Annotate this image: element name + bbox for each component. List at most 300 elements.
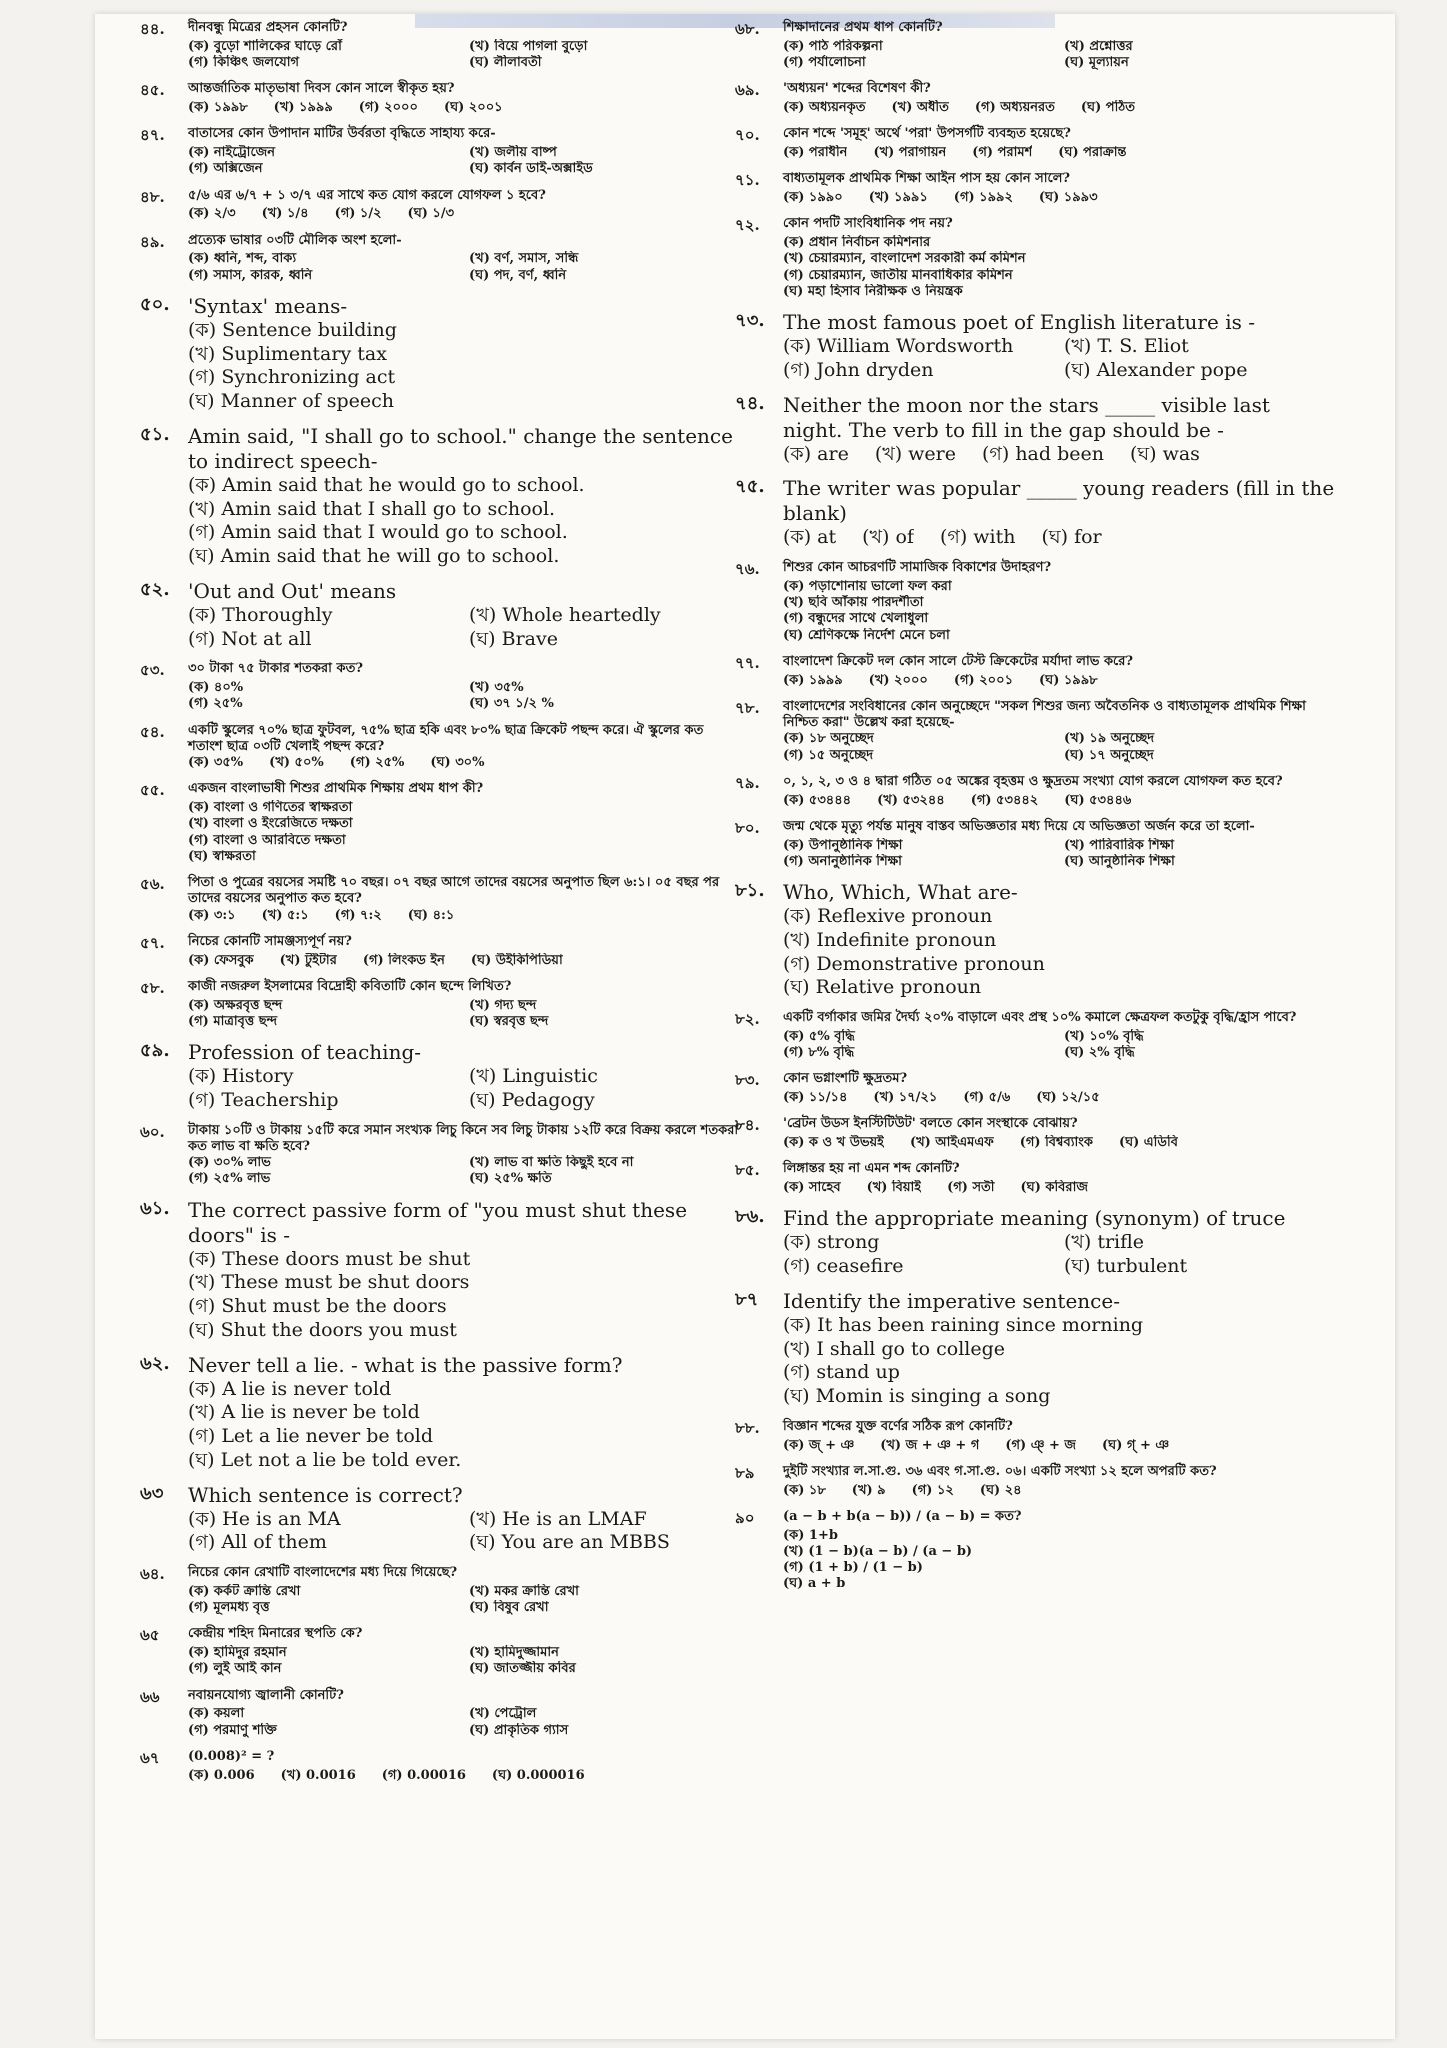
question-header: [140, 1123, 740, 1156]
answer-option: (ক) ৫৩৪৪৪: [783, 792, 852, 808]
question-header: [140, 1749, 740, 1768]
answer-option: (গ) ৫/৬: [963, 1090, 1011, 1105]
options: [188, 39, 740, 72]
answer-option: (গ) লুই আই কান: [188, 1661, 282, 1677]
answer-option: (গ) (1 + b) / (1 − b): [783, 1560, 923, 1575]
question: [140, 294, 740, 414]
question: [140, 20, 740, 71]
question-header: [140, 188, 740, 207]
answer-option: (গ) মূলমধ্য বৃত্ত: [188, 1600, 270, 1615]
answer-option: (খ) ১৯ অনুচ্ছেদ: [1064, 731, 1155, 747]
question: [735, 81, 1335, 116]
answer-option: (খ) প্রশ্নোত্তর: [1064, 38, 1133, 54]
question-number: ৫৫.: [140, 781, 165, 800]
answer-option: (ঘ) was: [1129, 442, 1200, 465]
question-text: বাংলাদেশ ক্রিকেট দল কোন সালে টেস্ট ক্রিকেটের মর্যাদা লাভ করে?: [783, 653, 1134, 669]
question-text: 'ব্রেটন উডস ইনস্টিটিউট' বলতে কোন সংস্থাকে বোঝায়?: [783, 1116, 1078, 1132]
answer-option: (ঘ) ২৫% ক্ষতি: [469, 1171, 552, 1187]
answer-option: (খ) পারিবারিক শিক্ষা: [1064, 837, 1175, 853]
answer-option: (খ) ১০% বৃদ্ধি: [1064, 1028, 1144, 1044]
options: [188, 1248, 740, 1343]
question-number: ৮২.: [735, 1010, 760, 1028]
answer-option: (খ) আইএমএফ: [909, 1135, 994, 1150]
question-header: [140, 979, 740, 998]
answer-option: (খ) Linguistic: [469, 1065, 598, 1087]
question-header: [140, 661, 740, 680]
question-number: ৭৩.: [735, 310, 765, 331]
question-header: [735, 476, 1335, 526]
answer-option: (ঘ) কবিরাজ: [1020, 1180, 1088, 1195]
question-header: [735, 699, 1335, 732]
question-header: [735, 1010, 1335, 1029]
answer-option: (ক) বাংলা ও গণিতের স্বাক্ষরতা: [188, 800, 353, 815]
answer-option: (ঘ) Pedagogy: [469, 1088, 595, 1111]
options: [783, 1180, 1335, 1196]
answer-option: (খ) চেয়ারম্যান, বাংলাদেশ সরকারী কর্ম কমিশন: [783, 251, 1026, 267]
answer-option: (গ) 0.00016: [381, 1767, 466, 1783]
answer-option: (খ) টুইটার: [279, 952, 337, 968]
question-text: Neither the moon nor the stars _____ visible last night. The verb to fill in the gap should be -: [783, 392, 1270, 442]
options: [783, 579, 1335, 644]
answer-option: (ক) He is an MA: [188, 1507, 341, 1530]
question: [140, 1198, 740, 1343]
answer-option: (ঘ) Manner of speech: [188, 390, 395, 412]
answer-option: (ক) are: [783, 442, 849, 465]
answer-option: (ঘ) পরাক্রান্ত: [1058, 145, 1127, 160]
answer-option: (ক) বুড়ো শালিকের ঘাড়ে রোঁ: [188, 38, 342, 54]
question-number: ৬১.: [140, 1197, 170, 1219]
question-text: বাধ্যতামূলক প্রাথমিক শিক্ষা আইন পাস হয় কোন সালে?: [783, 171, 1071, 187]
options: [188, 145, 740, 178]
answer-option: (ঘ) Brave: [469, 627, 558, 650]
options: [783, 1314, 1335, 1409]
answer-option: (ঘ) ৩০%: [430, 755, 485, 770]
options: [188, 100, 740, 116]
answer-option: (গ) Shut must be the doors: [188, 1295, 447, 1317]
question-text: Profession of teaching-: [188, 1040, 422, 1064]
answer-option: (গ) অনানুষ্ঠানিক শিক্ষা: [783, 853, 902, 869]
question-header: [735, 1464, 1335, 1483]
answer-option: (ক) It has been raining since morning: [783, 1313, 1144, 1336]
answer-option: (খ) T. S. Eliot: [1064, 335, 1189, 357]
answer-option: (গ) অক্সিজেন: [188, 161, 263, 177]
answer-option: (খ) জ + ঞ + গ: [880, 1437, 980, 1453]
answer-option: (গ) ৮% বৃদ্ধি: [783, 1045, 855, 1060]
answer-option: (ঘ) বিষুব রেখা: [469, 1600, 549, 1615]
answer-option: (গ) পর্যালোচনা: [783, 55, 866, 70]
question-text: (0.008)² = ?: [188, 1748, 275, 1764]
question-text: দুইটি সংখ্যার ল.সা.গু. ৩৬ এবং গ.সা.গু. ০৬। একটি সংখ্যা ১২ হলে অপরটি কত?: [783, 1463, 1217, 1479]
question-number: ৪৯.: [140, 232, 165, 251]
answer-option: (খ) মকর ক্রান্তি রেখা: [469, 1583, 579, 1599]
question-text: একটি স্কুলের ৭০% ছাত্র ফুটবল, ৭৫% ছাত্র হকি এবং ৮০% ছাত্র ক্রিকেট পছন্দ করে। ঐ স্কুলের কত শতাংশ ছাত্র ০৩টি খেলাই পছন্দ করে?: [188, 722, 704, 754]
question: [140, 1688, 740, 1739]
options: [188, 680, 740, 713]
question: [140, 1626, 740, 1677]
question-header: [140, 1483, 740, 1508]
options: [188, 474, 740, 569]
answer-option: (গ) John dryden: [783, 358, 934, 381]
question: [735, 699, 1335, 764]
question-text: 'Out and Out' means: [188, 578, 397, 603]
answer-option: (খ) ১৭/২১: [873, 1090, 938, 1105]
answer-option: (ঘ) কার্বন ডাই-অক্সাইড: [469, 161, 593, 177]
question-header: [140, 934, 740, 953]
question-text: একজন বাংলাভাষী শিশুর প্রাথমিক শিক্ষায় প্রথম ধাপ কী?: [188, 781, 484, 797]
question-header: [140, 20, 740, 39]
question: [735, 1509, 1335, 1593]
question-number: ৮৮.: [735, 1418, 760, 1437]
question-header: [140, 1040, 740, 1065]
answer-option: (ঘ) Shut the doors you must: [188, 1318, 457, 1341]
question: [735, 171, 1335, 206]
question: [735, 819, 1335, 870]
answer-option: (খ) ৩৫%: [469, 680, 524, 695]
answer-option: (ঘ) স্বাক্ষরতা: [188, 848, 256, 864]
question-text: জন্ম থেকে মৃত্যু পর্যন্ত মানুষ বাস্তব অভিজ্ঞতার মধ্য দিয়ে যে অভিজ্ঞতা অর্জন করে তা হলো-: [783, 818, 1255, 834]
answer-option: (ক) ৪০%: [188, 680, 244, 695]
answer-option: (গ) কিঞ্চিৎ জলযোগ: [188, 55, 300, 70]
options: [783, 1135, 1335, 1151]
answer-option: (ক) ৩৫%: [188, 755, 244, 770]
options: [188, 1706, 740, 1739]
answer-option: (ক) ১৮: [783, 1482, 826, 1498]
answer-option: (খ) (1 − b)(a − b) / (a − b): [783, 1543, 973, 1559]
question-text: দীনবন্ধু মিত্রের প্রহসন কোনটি?: [188, 20, 348, 35]
question: [140, 188, 740, 223]
answer-option: (ক) at: [783, 526, 837, 549]
question-header: [140, 126, 740, 145]
answer-option: (ক) strong: [783, 1231, 880, 1254]
question-header: [140, 81, 740, 100]
answer-option: (ক) ১৯৯৯: [783, 672, 843, 688]
answer-option: (খ) ৫:১: [261, 907, 309, 923]
answer-option: (গ) with: [939, 526, 1016, 549]
question: [735, 1419, 1335, 1454]
question-header: [735, 1071, 1335, 1090]
answer-option: (ক) ১৮ অনুচ্ছেদ: [783, 731, 874, 747]
answer-option: (খ) ৯: [851, 1482, 886, 1498]
answer-option: (খ) were: [874, 442, 956, 465]
question-text: নিচের কোনটি সামঞ্জস্যপূর্ণ নয়?: [188, 933, 352, 949]
answer-option: (ক) ৫% বৃদ্ধি: [783, 1028, 855, 1044]
options: [783, 526, 1335, 550]
answer-option: (গ) ২০০১: [953, 672, 1014, 688]
question-header: [140, 294, 740, 319]
question: [140, 781, 740, 865]
question: [140, 1040, 740, 1113]
options: [783, 1029, 1335, 1062]
answer-option: (খ) বিয়াই: [866, 1180, 922, 1195]
answer-option: (গ) ১৫ অনুচ্ছেদ: [783, 747, 874, 763]
question-text: Which sentence is correct?: [188, 1482, 463, 1507]
options: [188, 998, 740, 1031]
answer-option: (গ) Amin said that I would go to school.: [188, 521, 568, 544]
options: [783, 1483, 1335, 1499]
answer-option: (ঘ) মহা হিসাব নিরীক্ষক ও নিয়ন্ত্রক: [783, 283, 963, 299]
question-header: [735, 774, 1335, 793]
answer-option: (ক) ফেসবুক: [188, 952, 254, 968]
answer-option: (ক) Sentence building: [188, 318, 397, 341]
question-number: ৬৫: [140, 1626, 160, 1645]
question-text: নবায়নযোগ্য জ্বালানী কোনটি?: [188, 1687, 344, 1703]
question-number: ৯০: [735, 1508, 755, 1527]
answer-option: (গ) সতী: [947, 1180, 995, 1195]
question-text: পিতা ও পুত্রের বয়সের সমষ্টি ৭০ বছর। ০৭ বছর আগে তাদের বয়সের অনুপাত ছিল ৬:১। ০৫ বছর পর তাদের বয়সের অনুপাত কত হবে?: [188, 875, 720, 907]
answer-option: (খ) ১৯৯১: [868, 190, 928, 205]
question-number: ৪৫.: [140, 81, 165, 100]
options: [188, 755, 740, 771]
question-number: ৭৫.: [735, 476, 765, 498]
question: [735, 880, 1335, 1000]
answer-option: (ঘ) শ্রেণিকক্ষে নির্দেশ মেনে চলা: [783, 627, 950, 643]
question-header: [735, 171, 1335, 190]
answer-option: (গ) Let a lie never be told: [188, 1425, 433, 1447]
question-header: [735, 1419, 1335, 1438]
answer-option: (গ) Demonstrative pronoun: [783, 952, 1045, 975]
options: [188, 1378, 740, 1473]
options: [783, 145, 1335, 161]
options: [783, 100, 1335, 116]
question-number: ৬৩: [140, 1482, 164, 1504]
options: [783, 235, 1335, 300]
answer-option: (গ) ২০০০: [358, 100, 418, 115]
question-number: ৫৯.: [140, 1040, 170, 1061]
question: [735, 476, 1335, 550]
question-text: শিক্ষাদানের প্রথম ধাপ কোনটি?: [783, 20, 943, 35]
answer-option: (ক) প্রধান নির্বাচন কমিশনার: [783, 235, 931, 250]
answer-option: (গ) had been: [982, 442, 1104, 465]
question-header: [735, 1509, 1335, 1528]
answer-option: (ক) ৩:১: [188, 907, 236, 923]
right-column: [735, 20, 1335, 1603]
answer-option: (খ) ১/৪: [261, 206, 309, 222]
answer-option: (খ) Indefinite pronoun: [783, 928, 997, 951]
answer-option: (গ) মাত্রাবৃত্ত ছন্দ: [188, 1013, 278, 1029]
answer-option: (গ) বন্ধুদের সাথে খেলাধুলা: [783, 611, 929, 627]
answer-option: (ক) ১৯৯০: [783, 190, 843, 205]
question-text: নিচের কোন রেখাটি বাংলাদেশের মধ্য দিয়ে গিয়েছে?: [188, 1565, 458, 1580]
question-text: কেন্দ্রীয় শহিদ মিনারের স্থপতি কে?: [188, 1626, 363, 1642]
question-header: [140, 781, 740, 800]
answer-option: (ক) Thoroughly: [188, 603, 333, 626]
answer-option: (খ) পেট্রোল: [469, 1706, 537, 1722]
question-number: ৫৩.: [140, 661, 165, 680]
answer-option: (ক) ১৯৯৮: [188, 100, 248, 115]
answer-option: (খ) Amin said that I shall go to school.: [188, 497, 556, 520]
answer-option: (গ) Teachership: [188, 1088, 339, 1111]
options: [783, 731, 1335, 764]
question-number: ৫৬.: [140, 875, 165, 893]
answer-option: (ক) পড়াশোনায় ভালো ফল করা: [783, 578, 952, 594]
question-header: [735, 126, 1335, 145]
options: [188, 206, 740, 222]
question-number: ৭১.: [735, 171, 760, 190]
answer-option: (খ) জলীয় বাষ্প: [469, 145, 557, 160]
answer-option: (গ) ২৫%: [349, 755, 405, 770]
answer-option: (ঘ) Alexander pope: [1064, 358, 1248, 381]
question-number: ৮০.: [735, 818, 760, 837]
options: [783, 793, 1335, 809]
question: [140, 661, 740, 712]
answer-option: (গ) ঞ্ + জ: [1005, 1437, 1077, 1453]
question-number: ৬৯.: [735, 81, 760, 100]
question-header: [140, 875, 740, 908]
answer-option: (খ) হামিদুজ্জামান: [469, 1645, 559, 1660]
question: [140, 934, 740, 969]
question-text: The most famous poet of English literature is -: [783, 310, 1255, 334]
answer-option: (গ) ৭:২: [334, 907, 382, 923]
answer-option: (ক) হামিদুর রহমান: [188, 1645, 287, 1660]
question: [140, 723, 740, 772]
answer-option: (ঘ) ২৪: [979, 1482, 1022, 1498]
answer-option: (ঘ) ১৭ অনুচ্ছেদ: [1064, 747, 1154, 763]
question-number: ৭৮.: [735, 698, 760, 717]
answer-option: (গ) Synchronizing act: [188, 366, 396, 389]
answer-option: (খ) A lie is never be told: [188, 1401, 420, 1424]
answer-option: (ক) কর্কট ক্রান্তি রেখা: [188, 1583, 301, 1599]
question: [140, 1749, 740, 1784]
answer-option: (গ) ১/২: [334, 206, 382, 222]
options: [783, 1090, 1335, 1106]
answer-option: (খ) বাংলা ও ইংরেজিতে দক্ষতা: [188, 816, 353, 832]
answer-option: (গ) Not at all: [188, 627, 312, 650]
options: [783, 1528, 1335, 1593]
question-header: [140, 579, 740, 604]
answer-option: (গ) চেয়ারম্যান, জাতীয় মানবাধিকার কমিশন: [783, 267, 1013, 283]
options: [188, 1768, 740, 1784]
question-text: বাংলাদেশের সংবিধানের কোন অনুচ্ছেদে "সকল শিশুর জন্য অবৈতনিক ও বাধ্যতামূলক প্রাথমিক শিক্ষা নিশ্চিত করা" উল্লেখ করা হয়েছে-: [783, 698, 1306, 730]
answer-option: (গ) ২৫% লাভ: [188, 1171, 271, 1187]
answer-option: (ক) Reflexive pronoun: [783, 905, 993, 927]
answer-option: (খ) Suplimentary tax: [188, 342, 387, 365]
question-number: ৭০.: [735, 126, 760, 145]
answer-option: (খ) ৫০%: [269, 755, 324, 770]
question: [735, 1206, 1335, 1279]
answer-option: (ক) ৩০% লাভ: [188, 1155, 271, 1170]
question-number: ৪৪.: [140, 20, 165, 38]
answer-option: (ঘ) ২% বৃদ্ধি: [1064, 1045, 1135, 1060]
answer-option: (ক) 1+b: [783, 1527, 838, 1543]
answer-option: (ক) অক্ষরবৃত্ত ছন্দ: [188, 997, 283, 1013]
question-text: 'অধ্যয়ন' শব্দের বিশেষণ কী?: [783, 81, 931, 97]
question-number: ৬৬: [140, 1687, 160, 1706]
options: [188, 953, 740, 969]
question-text: Never tell a lie. - what is the passive form?: [188, 1352, 623, 1377]
question-number: ৫৭.: [140, 933, 165, 952]
answer-option: (ক) ধ্বনি, শব্দ, বাক্য: [188, 251, 297, 267]
question-text: ০, ১, ২, ৩ ও ৪ দ্বারা গঠিত ০৫ অঙ্কের বৃহত্তম ও ক্ষুদ্রতম সংখ্যা যোগ করলে যোগফল কত হবে?: [783, 773, 1283, 789]
question-header: [735, 1289, 1335, 1314]
question-number: ৫১.: [140, 423, 170, 445]
answer-option: (খ) 0.0016: [280, 1767, 356, 1783]
answer-option: (ঘ) turbulent: [1064, 1255, 1188, 1277]
answer-option: (ঘ) আনুষ্ঠানিক শিক্ষা: [1064, 853, 1175, 869]
question-number: ৭৭.: [735, 653, 760, 672]
question: [140, 979, 740, 1030]
answer-option: (ঘ) 0.000016: [491, 1767, 585, 1783]
question: [140, 126, 740, 177]
question-header: [735, 654, 1335, 673]
answer-option: (ক) Amin said that he would go to school.: [188, 473, 585, 496]
question-number: ৬৭: [140, 1748, 160, 1767]
answer-option: (খ) of: [862, 526, 914, 549]
question-text: বিজ্ঞান শব্দের যুক্ত বর্ণের সঠিক রূপ কোনটি?: [783, 1418, 1013, 1434]
question-number: ৫৪.: [140, 722, 165, 741]
answer-option: (ঘ) ১৯৯৩: [1038, 190, 1098, 205]
question-text: কোন ভগ্নাংশটি ক্ষুদ্রতম?: [783, 1071, 908, 1087]
answer-option: (ঘ) পঠিত: [1080, 100, 1136, 115]
question-number: ৫৮.: [140, 978, 165, 997]
answer-option: (খ) ৫৩২৪৪: [877, 792, 945, 808]
question-text: The correct passive form of "you must shut these doors" is -: [188, 1197, 688, 1247]
answer-option: (ক) ২/৩: [188, 206, 236, 222]
question-text: 'Syntax' means-: [188, 293, 348, 318]
question-number: ৬০.: [140, 1122, 165, 1141]
answer-option: (ক) History: [188, 1065, 294, 1087]
question-number: ৫০.: [140, 293, 170, 315]
options: [188, 319, 740, 414]
question: [140, 1353, 740, 1473]
answer-option: (গ) বিশ্বব্যাংক: [1019, 1135, 1093, 1150]
question-header: [735, 819, 1335, 838]
question: [735, 1464, 1335, 1499]
question-number: ৮৬.: [735, 1206, 765, 1228]
options: [188, 604, 740, 652]
answer-option: (গ) পরমাণু শক্তি: [188, 1722, 277, 1738]
question-header: [140, 1353, 740, 1378]
question: [735, 310, 1335, 383]
answer-option: (ক) ক ও খ উভয়ই: [783, 1135, 884, 1150]
options: [783, 1231, 1335, 1279]
question: [140, 579, 740, 652]
question: [735, 20, 1335, 71]
answer-option: (খ) বর্ণ, সমাস, সন্ধি: [469, 251, 579, 267]
answer-option: (গ) ceasefire: [783, 1255, 904, 1277]
question-number: ৮৭: [735, 1288, 759, 1310]
question-text: Identify the imperative sentence-: [783, 1288, 1120, 1313]
answer-option: (ঘ) ২০০১: [443, 100, 503, 115]
question: [735, 560, 1335, 644]
answer-option: (ঘ) You are an MBBS: [469, 1531, 670, 1554]
question-number: ৬৪.: [140, 1565, 165, 1583]
answer-option: (ক) কয়লা: [188, 1706, 245, 1722]
answer-option: (ক) A lie is never told: [188, 1377, 392, 1400]
question-header: [735, 560, 1335, 579]
answer-option: (ঘ) ৫৩৪৪৬: [1064, 792, 1132, 808]
answer-option: (ঘ) Amin said that he will go to school.: [188, 545, 560, 567]
left-column: [140, 20, 740, 1794]
answer-option: (গ) ৫৩৪৪২: [970, 792, 1039, 808]
options: [188, 1508, 740, 1556]
answer-option: (ক) পাঠ পরিকল্পনা: [783, 38, 883, 54]
question: [735, 126, 1335, 161]
options: [188, 1645, 740, 1678]
answer-option: (গ) পরামর্শ: [972, 145, 1033, 160]
question-number: ৭৪.: [735, 392, 765, 414]
question-text: (a − b + b(a − b)) / (a − b) = কত?: [783, 1508, 1022, 1524]
answer-option: (ঘ) এডিবি: [1118, 1135, 1178, 1150]
question-header: [735, 880, 1335, 905]
question: [140, 1123, 740, 1188]
question-number: ৮৯: [735, 1463, 755, 1482]
answer-option: (ক) জ্ + ঞ: [783, 1437, 855, 1453]
answer-option: (খ) লাভ বা ক্ষতি কিছুই হবে না: [469, 1155, 634, 1170]
question-text: লিঙ্গান্তর হয় না এমন শব্দ কোনটি?: [783, 1161, 960, 1177]
question-header: [735, 216, 1335, 235]
answer-option: (ক) উপানুষ্ঠানিক শিক্ষা: [783, 837, 903, 853]
question-header: [140, 723, 740, 756]
